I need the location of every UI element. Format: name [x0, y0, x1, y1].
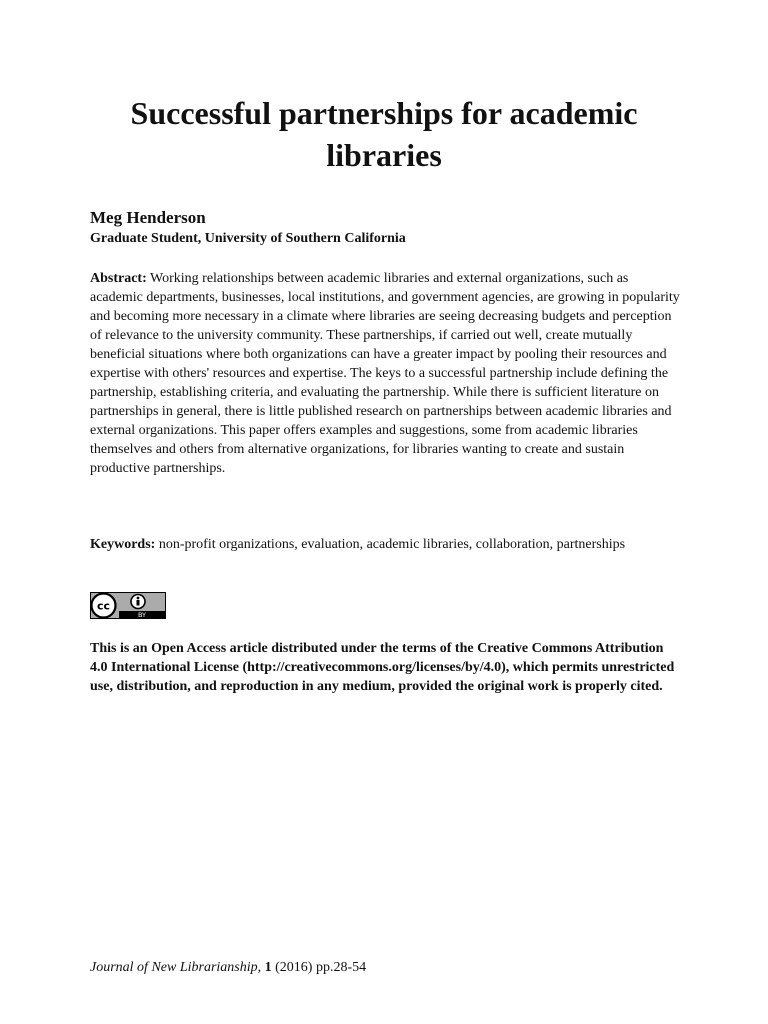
cc-badge-text: cc [96, 599, 111, 613]
license-statement: This is an Open Access article distributed under the terms of the Creative Commons Attribution 4.0 International License (http://creativecommons.org/licenses/by/4.0), which permits unrestricted use, distribution, and reproduction in any medium, provided the original work is properly cited. [90, 641, 675, 694]
by-badge-text: BY [137, 611, 147, 619]
keywords-label: Keywords: [90, 537, 156, 552]
author-affiliation: Graduate Student, University of Southern California [90, 231, 406, 246]
journal-volume: 1 [264, 960, 272, 975]
journal-citation [90, 958, 366, 977]
paper-title: Successful partnerships for academic libraries [130, 95, 638, 173]
abstract [90, 269, 680, 478]
journal-name: Journal of New Librarianship [90, 960, 258, 975]
citation-year-pages: (2016) pp.28-54 [271, 960, 367, 975]
creative-commons-by-icon [90, 592, 166, 619]
citation-separator: , [257, 960, 265, 975]
keywords [90, 535, 680, 554]
abstract-text: Working relationships between academic libraries and external organizations, such as academic departments, businesses, local institutions, and government agencies, are growing in popularity and becoming more necessary in a climate where libraries are seeing decreasing budgets and perception of relevance to the university community. These partnerships, if carried out well, create mutually beneficial situations where both organizations can have a greater impact by pooling their resources and expertise with others' resources and expertise. The keys to a successful partnership include defining the partnership, establishing criteria, and evaluating the partnership. While there is sufficient literature on partnerships in general, there is little published research on partnerships between academic libraries and external organizations. This paper offers examples and suggestions, some from academic libraries themselves and others from alternative organizations, for libraries wanting to create and sustain productive partnerships. [90, 271, 680, 476]
keywords-text: non-profit organizations, evaluation, academic libraries, collaboration, partnerships [158, 537, 626, 552]
author-name: Meg Henderson [90, 208, 206, 227]
abstract-label: Abstract: [90, 271, 147, 286]
